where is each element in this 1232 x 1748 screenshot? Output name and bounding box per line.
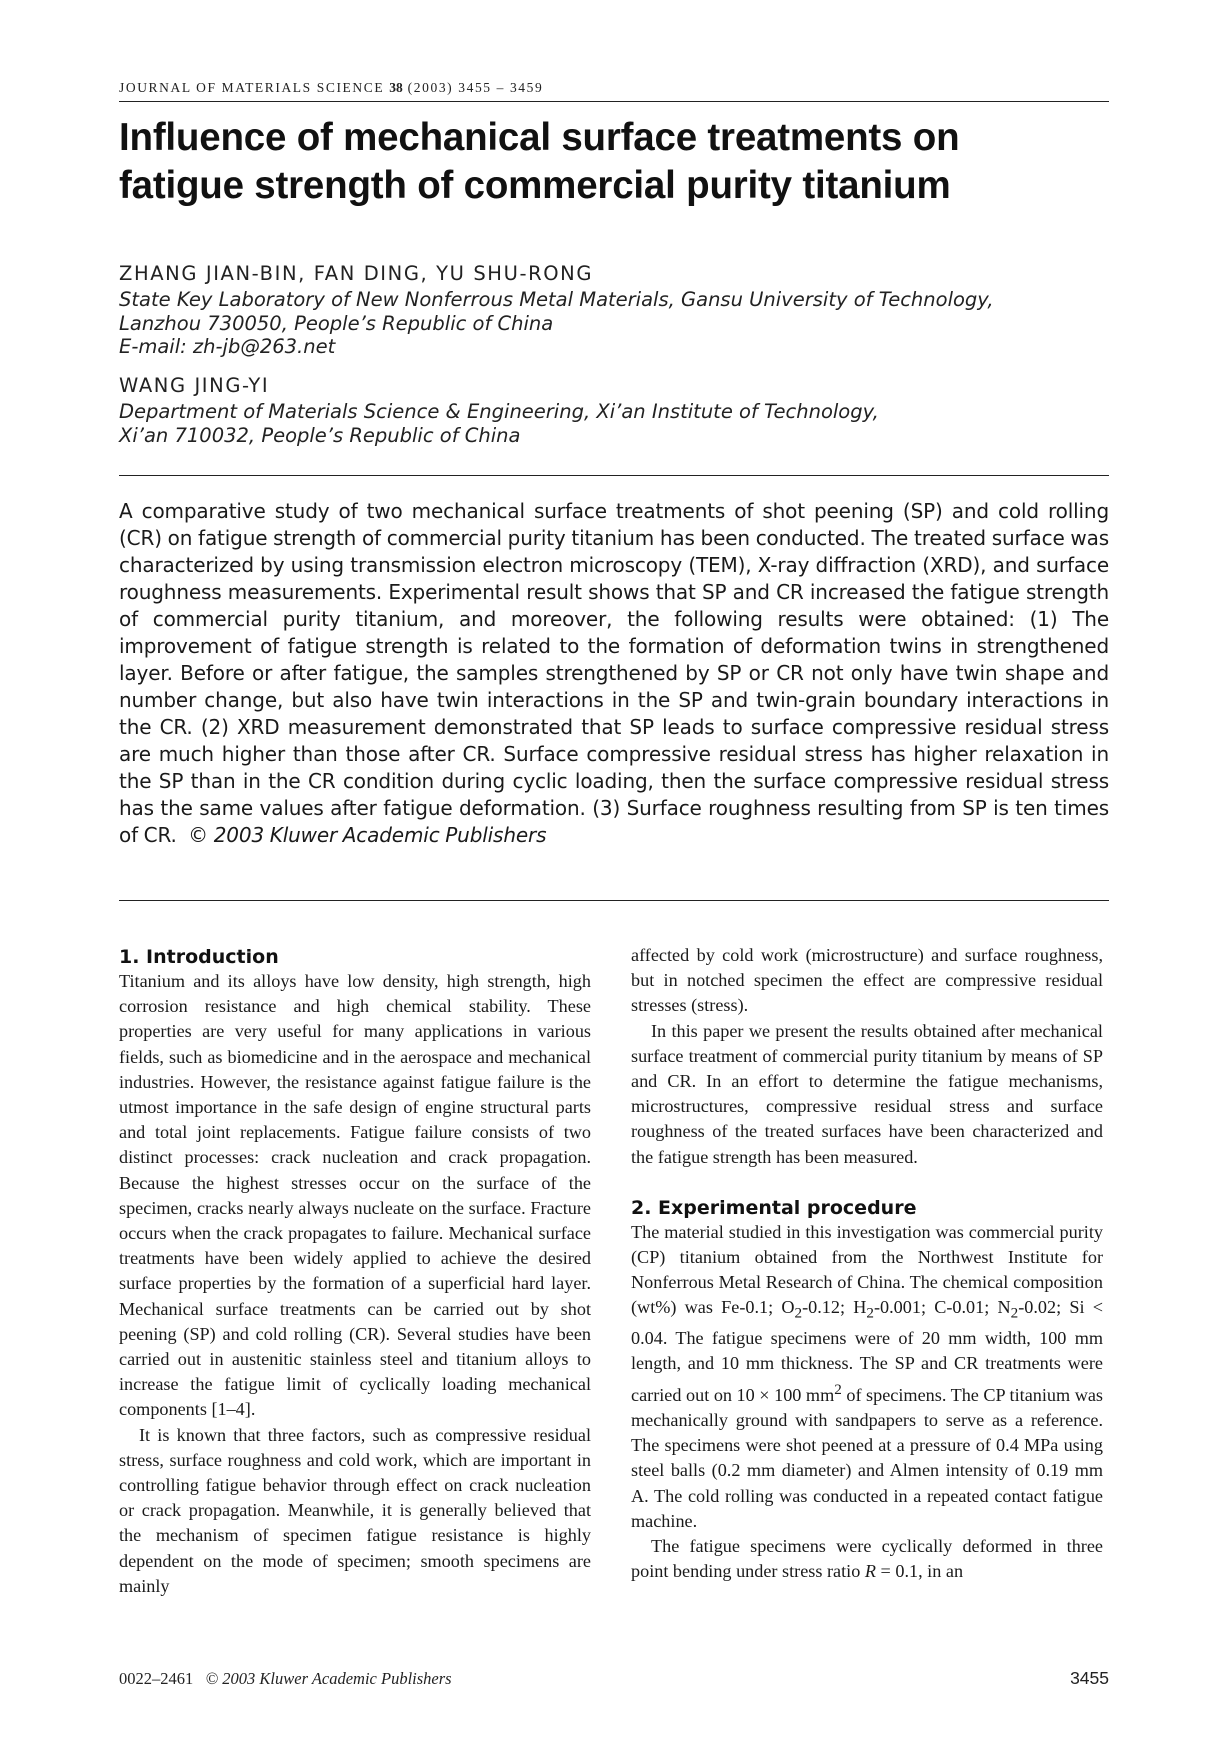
page-number: 3455 (1070, 1668, 1109, 1688)
text-run: = 0.1, in an (876, 1561, 964, 1582)
abstract-text: A comparative study of two mechanical surface treatments of shot peening (SP) and cold rolling (CR) on fatigue strength of commercial purity titanium has been conducted. The treated surface was characterized by using transmission electron microscopy (TEM), X-ray diffraction (XRD), and surface roughness measurements. Experimental result shows that SP and CR increased the fatigue strength of commercial purity titanium, and moreover, the following results were obtained: (1) The improvement of fatigue strength is related to the formation of deformation twins in strengthened layer. Before or after fatigue, the samples strengthened by SP or CR not only have twin shape and number change, but also have twin interactions in the SP and twin-grain boundary interactions in the CR. (2) XRD measurement demonstrated that SP leads to surface compressive residual stress are much higher than those after CR. Surface compressive residual stress has higher relaxation in the SP than in the CR condition during cyclic loading, then the surface compressive residual stress has the same values after fatigue deformation. (3) Surface roughness resulting from SP is ten times of CR. (119, 499, 1109, 847)
text-run: The fatigue specimens were cyclically deformed in three point bending under stress ratio (631, 1535, 1103, 1582)
header-rule (119, 101, 1109, 102)
author-email: E-mail: zh-jb@263.net (119, 335, 336, 358)
abstract-top-rule (119, 475, 1109, 476)
author-group-2: WANG JING-YI (119, 374, 270, 397)
paragraph: In this paper we present the results obtained after mechanical surface treatment of commercial purity titanium by means of SP and CR. In an effort to determine the fatigue mechanisms, microstructures, compressive residual stress and surface roughness of the treated surfaces have been characterized and the fatigue strength has been measured. (631, 1020, 1103, 1167)
section-heading-introduction: 1. Introduction (119, 946, 279, 968)
affiliation-2-line: Department of Materials Science & Engineering, Xi’an Institute of Technology, (119, 400, 879, 423)
journal-name: JOURNAL OF MATERIALS SCIENCE (119, 80, 385, 95)
footer-issn-copyright (119, 1669, 452, 1689)
affiliation-1-line: State Key Laboratory of New Nonferrous Metal Materials, Gansu University of Technology, (119, 288, 994, 311)
paragraph (631, 1220, 1103, 1534)
subscript: 2 (794, 1305, 803, 1323)
section-gap (631, 1170, 1103, 1196)
text-run: -0.12; H (802, 1297, 867, 1318)
author-group-1: ZHANG JIAN-BIN, FAN DING, YU SHU-RONG (119, 262, 594, 285)
abstract-bottom-rule (119, 900, 1109, 901)
affiliation-2-line: Xi’an 710032, People’s Republic of China (119, 423, 521, 447)
journal-volume: 38 (389, 80, 403, 95)
paper-title (119, 114, 1109, 210)
left-column (119, 945, 591, 1599)
title-line-2: fatigue strength of commercial purity titanium (119, 164, 951, 207)
abstract (119, 498, 1109, 849)
footer-issn: 0022–2461 (119, 1669, 194, 1688)
paragraph (631, 1534, 1103, 1584)
text-run: -0.001; C-0.01; N (873, 1297, 1011, 1318)
text-run: of specimens. The CP titanium was mechanically ground with sandpapers to serve as a reference. The specimens were shot peened at a pressure of 0.4 MPa using steel balls (0.2 mm diameter) and Almen intensity of 0.19 mm A. The cold rolling was conducted in a repeated contact fatigue machine. (631, 1384, 1103, 1531)
affiliation-1 (119, 288, 1119, 359)
abstract-copyright: © 2003 Kluwer Academic Publishers (188, 823, 547, 847)
subscript: 2 (1010, 1305, 1019, 1323)
math-variable: R (864, 1561, 876, 1582)
affiliation-2 (119, 400, 1119, 447)
paragraph: It is known that three factors, such as compressive residual stress, surface roughness and cold work, which are important in controlling fatigue behavior through effect on crack nucleation or crack propagation. Meanwhile, it is generally believed that the mechanism of specimen fatigue resistance is highly dependent on the mode of specimen; smooth specimens are mainly (119, 1424, 591, 1596)
title-line-1: Influence of mechanical surface treatments on (119, 116, 960, 159)
paragraph: affected by cold work (microstructure) and surface roughness, but in notched specimen the effect are compressive residual stresses (stress). (631, 945, 1103, 1016)
paragraph: Titanium and its alloys have low density, high strength, high corrosion resistance and high chemical stability. These properties are very useful for many applications in various fields, such as biomedicine and in the aerospace and mechanical industries. However, the resistance against fatigue failure is the utmost importance in the safe design of engine structural parts and total joint replacements. Fatigue failure consists of two distinct processes: crack nucleation and crack propagation. Because the highest stresses occur on the surface of the specimen, cracks nearly always nucleate on the surface. Fracture occurs when the crack propagates to failure. Mechanical surface treatments have been widely applied to achieve the desired surface properties by the formation of a superficial hard layer. Mechanical surface treatments can be carried out by shot peening (SP) and cold rolling (CR). Several studies have been carried out in austenitic stainless steel and titanium alloys to increase the fatigue limit of cyclically loading mechanical components [1–4]. (119, 971, 591, 1420)
text-run: -0.02; Si < 0.04. The fatigue specimens were of 20 mm width, 100 mm length, and 10 mm thickness. The SP and CR treatments were carried out on 10 × 100 mm (631, 1297, 1103, 1405)
superscript: 2 (834, 1380, 842, 1398)
affiliation-1-line: Lanzhou 730050, People’s Republic of China (119, 311, 554, 335)
subscript: 2 (866, 1305, 874, 1323)
section-heading-experimental: 2. Experimental procedure (631, 1196, 917, 1219)
running-head (119, 80, 1109, 96)
footer-copyright: © 2003 Kluwer Academic Publishers (205, 1669, 452, 1688)
journal-year-pages: (2003) 3455 – 3459 (407, 80, 544, 95)
right-column (631, 943, 1103, 1584)
text-run: The material studied in this investigation was commercial purity (CP) titanium obtained from the Northwest Institute for Nonferrous Metal Research of China. The chemical composition (wt%) was Fe-0.1; O (631, 1221, 1103, 1318)
